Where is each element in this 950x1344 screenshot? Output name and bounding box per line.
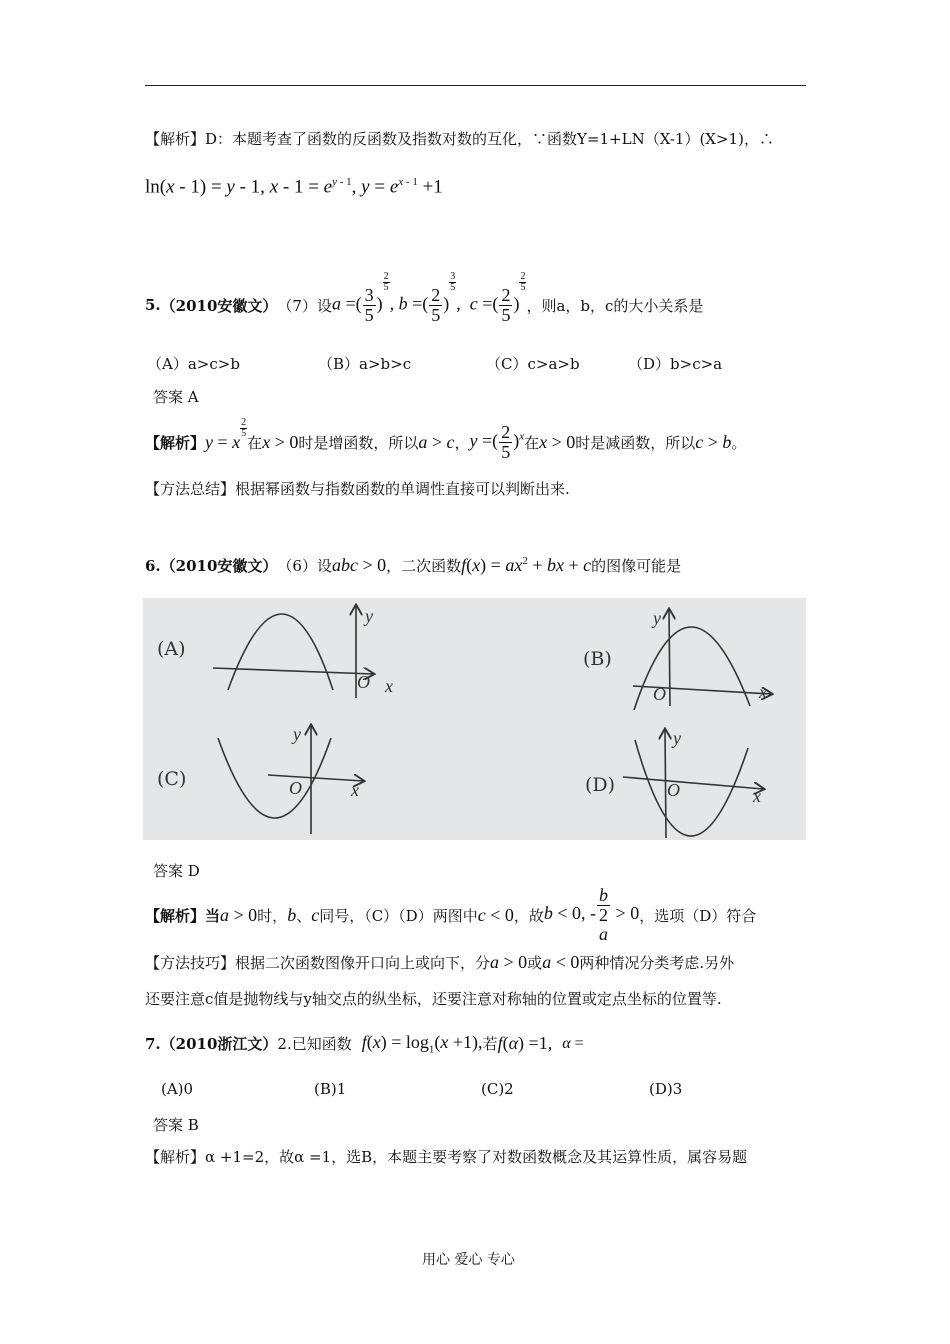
q5-number: 5. <box>145 296 161 314</box>
q5-power-func: y = x $\frac{2}{5}$ <box>205 416 247 452</box>
graph-b-y-axis <box>669 610 670 706</box>
q5-analysis: 【解析】 y = x $\frac{2}{5}$ 在 x > 0 时是增函数，所以 a > c ， y =( $\frac{2}{5}$ )$^x$ 在 x > 0 时是减函数，所以 c > b 。 <box>145 416 747 462</box>
q5-source: （2010安徽文） <box>160 296 278 315</box>
graph-d-label: (D) <box>585 774 616 796</box>
graph-a-y-label: y <box>365 606 373 626</box>
graph-c-parabola <box>218 738 331 818</box>
q7-answer: 答案 B <box>153 1116 199 1134</box>
q4-analysis: 【解析】D：本题考查了函数的反函数及指数对数的互化，∵函数Y=1+LN（X-1）(X>1)，∴ <box>145 130 774 148</box>
q5-a-def: a =( $\frac{3}{5}$ ) $\frac{2}{5}$ , b =( $\frac{2}{5}$ ) $\frac{3}{5}$ , c =( $\frac{2}{5}$ ) $\frac{2}{5}$ <box>331 270 526 325</box>
graph-d-x-label: x <box>753 786 761 806</box>
q6-answer: 答案 D <box>153 862 200 880</box>
parabola-options-figure <box>143 598 806 840</box>
graph-d-parabola <box>635 740 748 836</box>
graph-a-x-label: x <box>385 676 393 696</box>
q6-method-line1: 【方法技巧】根据二次函数图像开口向上或向下，分 a > 0 或 a < 0 两种情况分类考虑.另外 <box>145 952 735 972</box>
q5-analysis-label: 【解析】 <box>145 433 206 452</box>
q6-method-line2: 还要注意c值是抛物线与y轴交点的纵坐标，还要注意对称轴的位置或定点坐标的位置等. <box>145 990 722 1008</box>
graph-b-label: (B) <box>583 648 612 670</box>
q7-option-a: (A)0 <box>161 1080 194 1098</box>
q5-answer: 答案 A <box>153 388 199 406</box>
graph-d-y-axis <box>665 730 666 838</box>
q5-option-a: （A）a>c>b <box>147 355 240 373</box>
graph-d-y-label: y <box>673 728 681 748</box>
graph-b-parabola <box>634 627 750 710</box>
q6-analysis: 【解析】当 a > 0 时， b 、 c 同号，（C）（D）两图中 c < 0 ，故 b < 0, - b 2 a > 0 ，选项（D）符合 <box>145 885 757 944</box>
q7-question: 7. （2010浙江文） 2.已知函数 $f(x) = \log_1(x +1)$, 若 f(α) =1, α = <box>145 1032 584 1056</box>
graph-c-label: (C) <box>157 768 187 790</box>
graph-b-y-label: y <box>653 608 661 628</box>
q6-question: 6. （2010安徽文） （6）设 abc > 0 ，二次函数 $f(x) = ax^2$ + bx + c 的图像可能是 <box>145 555 682 575</box>
graph-b-x-label: x <box>759 682 767 702</box>
q7-option-d: (D)3 <box>649 1080 683 1098</box>
q5-option-c: （C）c>a>b <box>486 355 580 373</box>
graph-b-origin: O <box>653 684 666 704</box>
graph-c-origin: O <box>289 778 302 798</box>
q7-analysis: 【解析】α +1=2，故α =1，选B，本题主要考察了对数函数概念及其运算性质，属容易题 <box>145 1148 748 1166</box>
q5-question-tail: ，则a，b，c的大小关系是 <box>526 296 704 315</box>
parabola-graphs <box>143 598 806 840</box>
q7-option-b: (B)1 <box>314 1080 347 1098</box>
q5-option-d: （D）b>c>a <box>628 355 723 373</box>
q5-method-summary: 【方法总结】根据幂函数与指数函数的单调性直接可以判断出来. <box>145 480 570 498</box>
graph-d-x-axis <box>623 777 763 789</box>
page-footer: 用心 爱心 专心 <box>422 1252 515 1268</box>
header-rule <box>145 85 806 86</box>
q5-option-b: （B）a>b>c <box>318 355 412 373</box>
graph-a-parabola <box>228 614 333 690</box>
q4-formula: ln(x - 1) = y - 1, $x - 1 = e^{y - 1}$, $y = e^{x - 1} +1$ <box>145 176 443 198</box>
graph-a-origin: O <box>357 672 370 692</box>
graph-c-x-label: x <box>351 780 359 800</box>
q5-prefix: （7）设 <box>277 296 332 315</box>
q5-question <box>145 270 704 330</box>
graph-c-y-label: y <box>293 724 301 744</box>
graph-a-label: (A) <box>157 638 186 660</box>
q5-exp-func: y =( $\frac{2}{5}$ )$^x$ <box>469 421 525 462</box>
q7-option-c: (C)2 <box>481 1080 514 1098</box>
graph-d-origin: O <box>667 780 680 800</box>
